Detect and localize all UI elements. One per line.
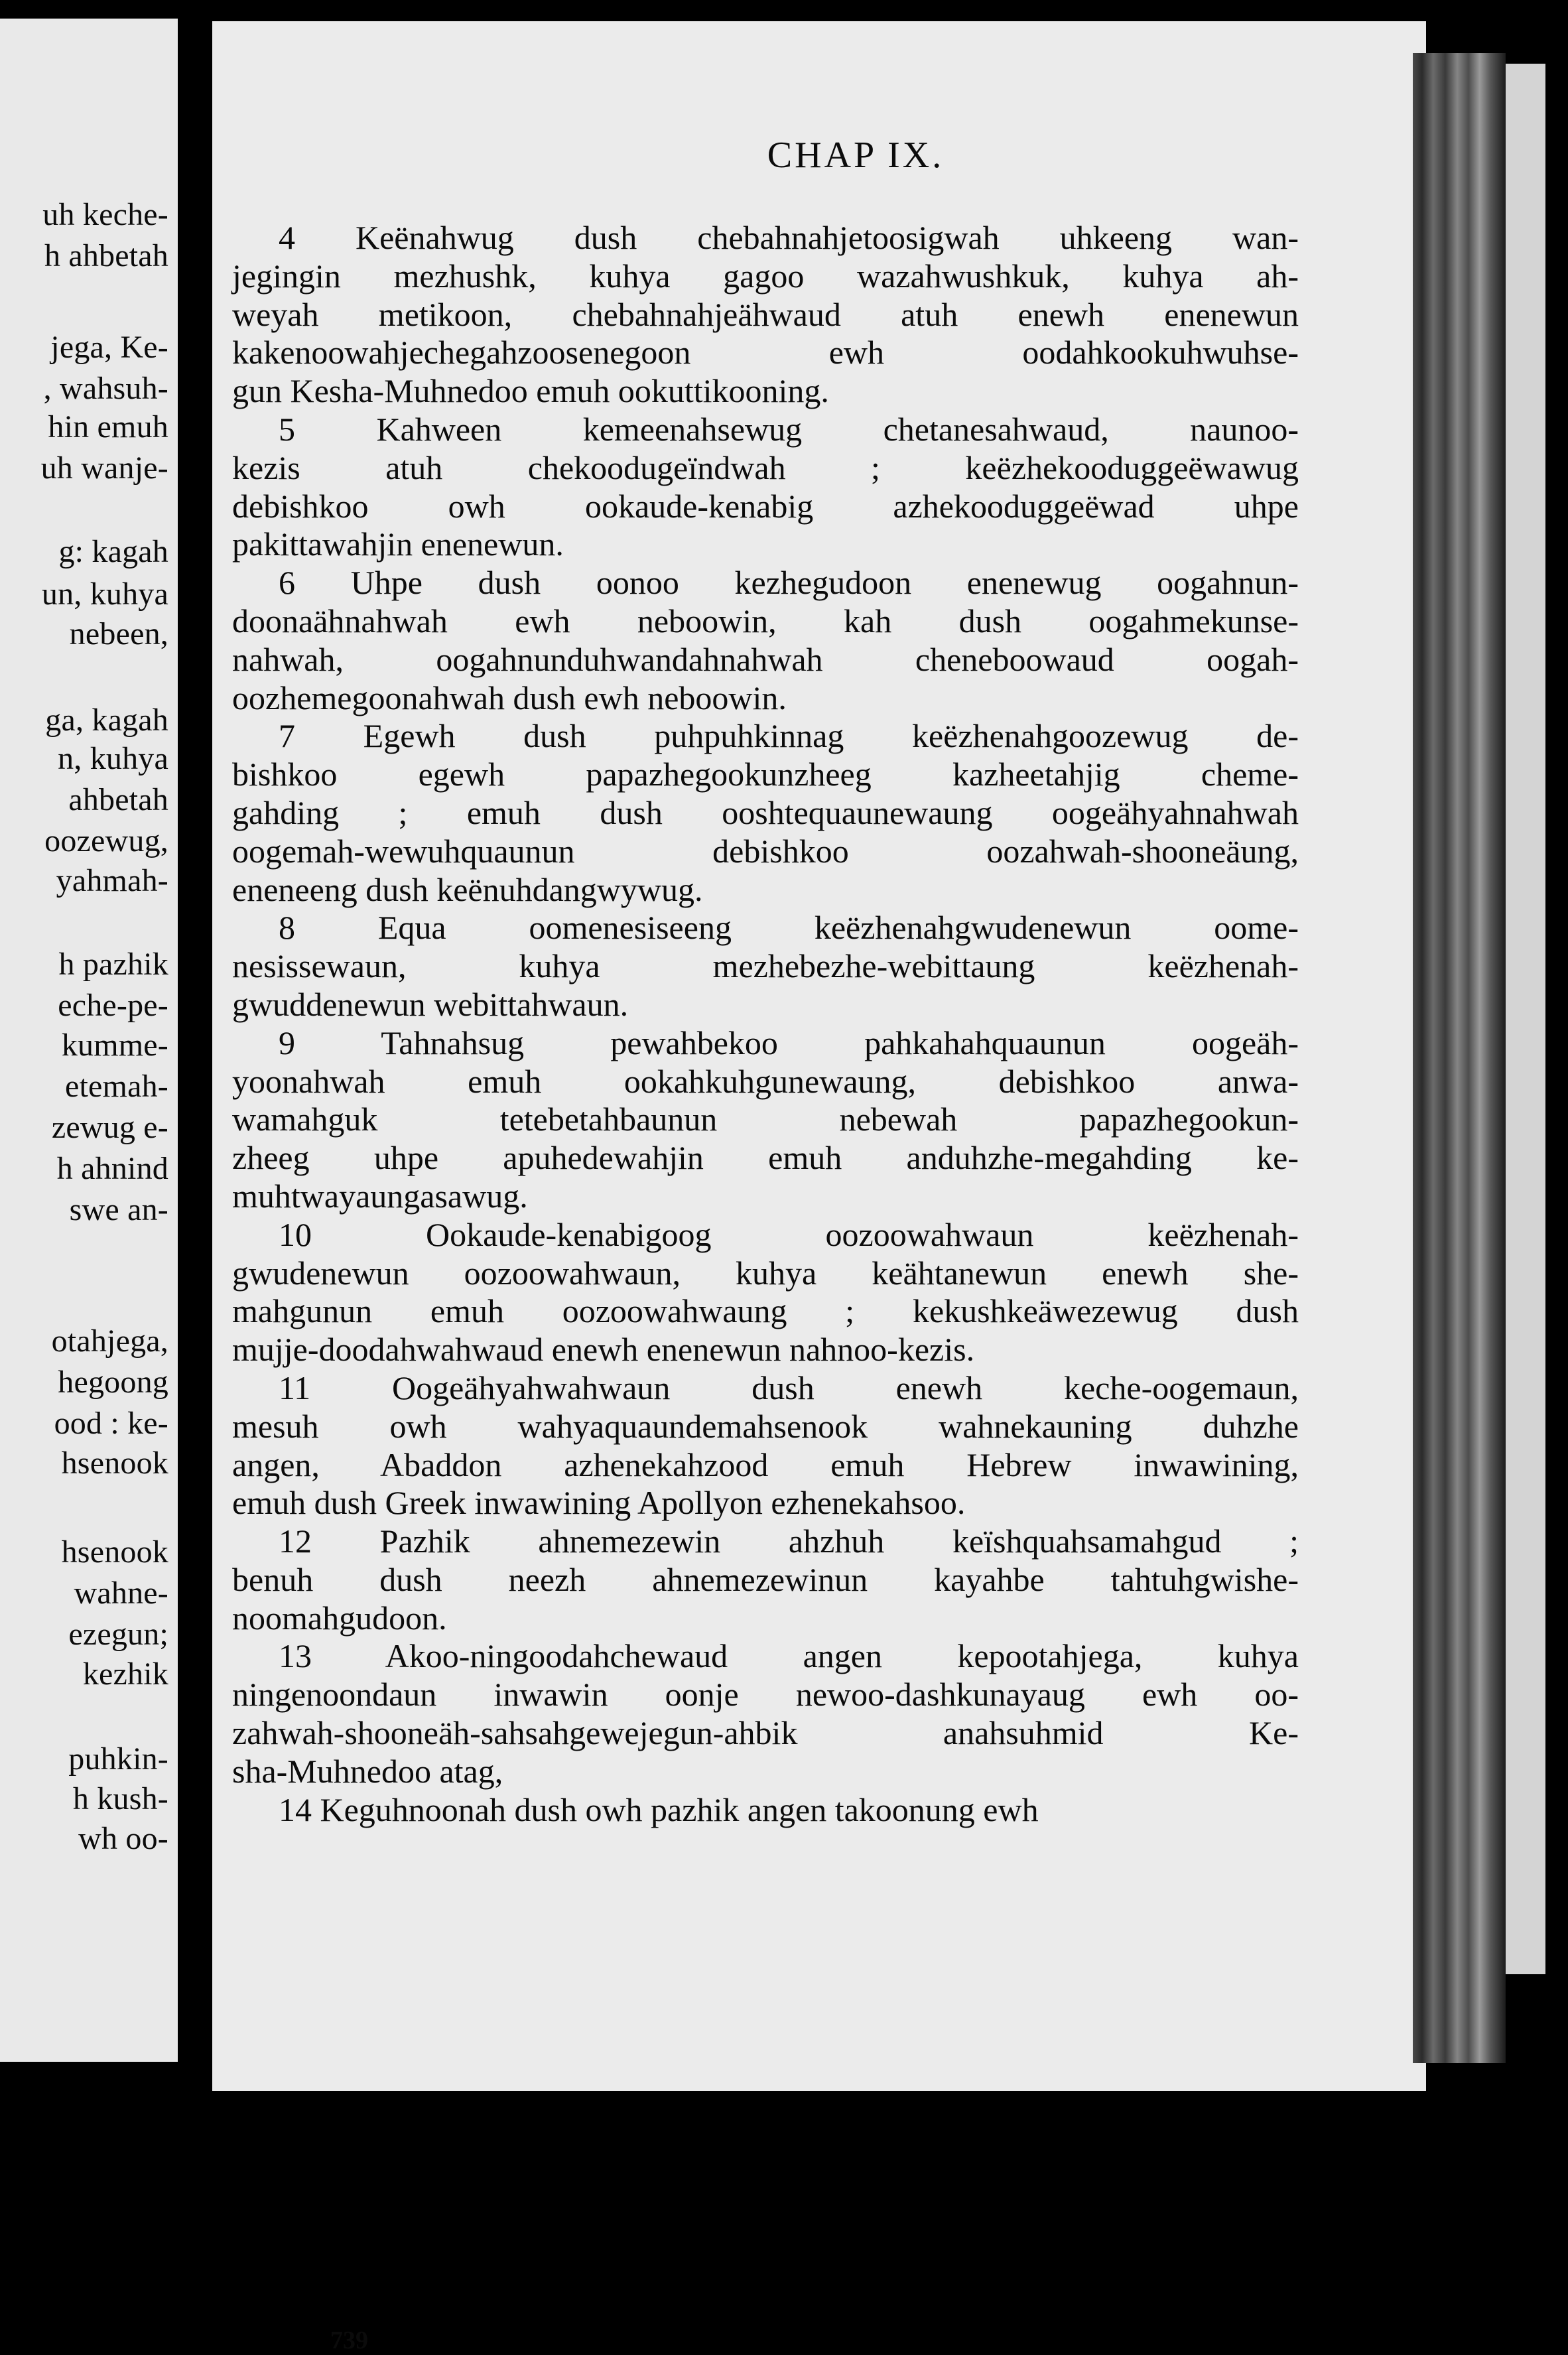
- left-page-line: ood : ke-: [54, 1406, 168, 1441]
- verse-line: gwuddenewun webittahwaun.: [232, 985, 629, 1023]
- verse-line: muhtwayaungasawug.: [232, 1177, 528, 1215]
- left-page-line: h kush-: [72, 1781, 168, 1816]
- left-page-line: yahmah-: [56, 863, 168, 898]
- left-page-line: swe an-: [69, 1192, 168, 1227]
- left-page-line: jega, Ke-: [50, 330, 168, 365]
- verse-line: yoonahwah emuh ookahkuhgunewaung, debishkoo anwa-: [232, 1062, 1299, 1100]
- verse-line: bishkoo egewh papazhegookunzheeg kazheetahjig cheme-: [232, 756, 1299, 793]
- left-page-line: h pazhik: [58, 947, 168, 982]
- left-page-line: uh wanje-: [40, 450, 168, 486]
- left-page-line: hsenook: [61, 1446, 168, 1481]
- page-edge: [1506, 64, 1545, 1974]
- left-page-line: kumme-: [61, 1028, 168, 1063]
- left-page-line: oozewug,: [44, 823, 168, 858]
- verse-line: mujje-doodahwahwaud enewh enenewun nahnoo-kezis.: [232, 1331, 975, 1369]
- verse-line: 4 Keënahwug dush chebahnahjetoosigwah uhkeeng wan-: [279, 219, 1299, 256]
- verse-line: 7 Egewh dush puhpuhkinnag keëzhenahgoozewug de-: [279, 717, 1299, 755]
- verse-line: doonaähnahwah ewh neboowin, kah dush oogahmekunse-: [232, 602, 1299, 639]
- left-page-line: eche-pe-: [58, 988, 168, 1023]
- verse-text-block: [232, 219, 1299, 1829]
- left-page-line: n, kuhya: [58, 741, 168, 776]
- verse-line: benuh dush neezh ahnemezewinun kayahbe tahtuhgwishe-: [232, 1560, 1299, 1598]
- verse-line: debishkoo owh ookaude-kenabig azhekooduggeëwad uhpe: [232, 487, 1299, 525]
- left-page-line: un, kuhya: [41, 576, 168, 612]
- verse-line: gun Kesha-Muhnedoo emuh ookuttikooning.: [232, 372, 829, 410]
- previous-page-fragment: [0, 19, 178, 2062]
- left-page-line: hegoong: [58, 1365, 168, 1400]
- verse-line: jegingin mezhushk, kuhya gagoo wazahwushkuk, kuhya ah-: [232, 257, 1299, 295]
- verse-line: angen, Abaddon azhenekahzood emuh Hebrew inwawining,: [232, 1446, 1299, 1483]
- chapter-title: CHAP IX.: [767, 135, 945, 176]
- left-page-line: wh oo-: [78, 1821, 168, 1856]
- verse-line: 11 Oogeähyahwahwaun dush enewh keche-oogemaun,: [279, 1369, 1299, 1406]
- left-page-line: h ahbetah: [44, 238, 168, 273]
- verse-line: weyah metikoon, chebahnahjeähwaud atuh enewh enenewun: [232, 295, 1299, 333]
- verse-line: wamahguk tetebetahbaunun nebewah papazhegookun-: [232, 1101, 1299, 1138]
- verse-line: 9 Tahnahsug pewahbekoo pahkahahquaunun oogeäh-: [279, 1024, 1299, 1061]
- verse-line: emuh dush Greek inwawining Apollyon ezhenekahsoo.: [232, 1484, 966, 1522]
- verse-line: zheeg uhpe apuhedewahjin emuh anduhzhe-megahding ke-: [232, 1139, 1299, 1177]
- verse-line: gwudenewun oozoowahwaun, kuhya keähtanewun enewh she-: [232, 1254, 1299, 1292]
- verse-line: 5 Kahween kemeenahsewug chetanesahwaud, naunoo-: [279, 410, 1299, 448]
- verse-line: gahding ; emuh dush ooshtequaunewaung oogeähyahnahwah: [232, 793, 1299, 831]
- verse-line: pakittawahjin enenewun.: [232, 525, 564, 563]
- left-page-line: etemah-: [65, 1069, 168, 1104]
- verse-line: oogemah-wewuhquaunun debishkoo oozahwah-shooneäung,: [232, 832, 1299, 870]
- left-page-line: ga, kagah: [45, 703, 168, 738]
- left-page-line: kezhik: [82, 1656, 168, 1692]
- verse-line: zahwah-shooneäh-sahsahgewejegun-ahbik anahsuhmid Ke-: [232, 1714, 1299, 1752]
- verse-line: eneneeng dush keënuhdangwywug.: [232, 870, 703, 908]
- book-page: [212, 21, 1426, 2354]
- left-page-line: ahbetah: [68, 782, 168, 817]
- verse-line: kakenoowahjechegahzoosenegoon ewh oodahkookuhwuhse-: [232, 334, 1299, 371]
- verse-line: noomahgudoon.: [232, 1599, 447, 1637]
- verse-line: 12 Pazhik ahnemezewin ahzhuh keïshquahsamahgud ;: [279, 1522, 1299, 1560]
- verse-line: nesissewaun, kuhya mezhebezhe-webittaung keëzhenah-: [232, 947, 1299, 985]
- verse-line: sha-Muhnedoo atag,: [232, 1752, 503, 1790]
- left-page-line: zewug e-: [51, 1110, 168, 1145]
- left-page-line: h ahnind: [56, 1151, 168, 1186]
- verse-line: 8 Equa oomenesiseeng keëzhenahgwudenewun oome-: [279, 909, 1299, 947]
- verse-line: oozhemegoonahwah dush ewh neboowin.: [232, 679, 787, 716]
- left-page-line: puhkin-: [68, 1741, 168, 1777]
- left-page-line: hin emuh: [48, 409, 168, 444]
- left-page-line: wahne-: [74, 1576, 168, 1611]
- left-page-line: nebeen,: [69, 616, 168, 651]
- left-page-line: , wahsuh-: [43, 371, 168, 406]
- left-page-line: ezegun;: [68, 1617, 168, 1652]
- left-page-line: g: kagah: [58, 534, 168, 569]
- verse-line: mesuh owh wahyaquaundemahsenook wahnekauning duhzhe: [232, 1407, 1299, 1445]
- left-page-line: otahjega,: [51, 1323, 168, 1359]
- verse-line: 13 Akoo-ningoodahchewaud angen kepootahjega, kuhya: [279, 1637, 1299, 1675]
- verse-line: nahwah, oogahnunduhwandahnahwah cheneboowaud oogah-: [232, 640, 1299, 678]
- book-binding: [1413, 53, 1506, 2063]
- verse-line: 14 Keguhnoonah dush owh pazhik angen takoonung ewh: [279, 1790, 1039, 1828]
- verse-line: 10 Ookaude-kenabigoog oozoowahwaun keëzhenah-: [279, 1215, 1299, 1253]
- left-page-line: hsenook: [61, 1534, 168, 1570]
- verse-line: mahgunun emuh oozoowahwaung ; kekushkeäwezewug dush: [232, 1292, 1299, 1330]
- verse-line: 6 Uhpe dush oonoo kezhegudoon enenewug oogahnun-: [279, 564, 1299, 602]
- verse-line: kezis atuh chekoodugeïndwah ; keëzhekooduggeëwawug: [232, 448, 1299, 486]
- left-page-line: uh keche-: [42, 197, 168, 232]
- page-number: 739: [330, 2326, 368, 2354]
- verse-line: ningenoondaun inwawin oonje newoo-dashkunayaug ewh oo-: [232, 1676, 1299, 1714]
